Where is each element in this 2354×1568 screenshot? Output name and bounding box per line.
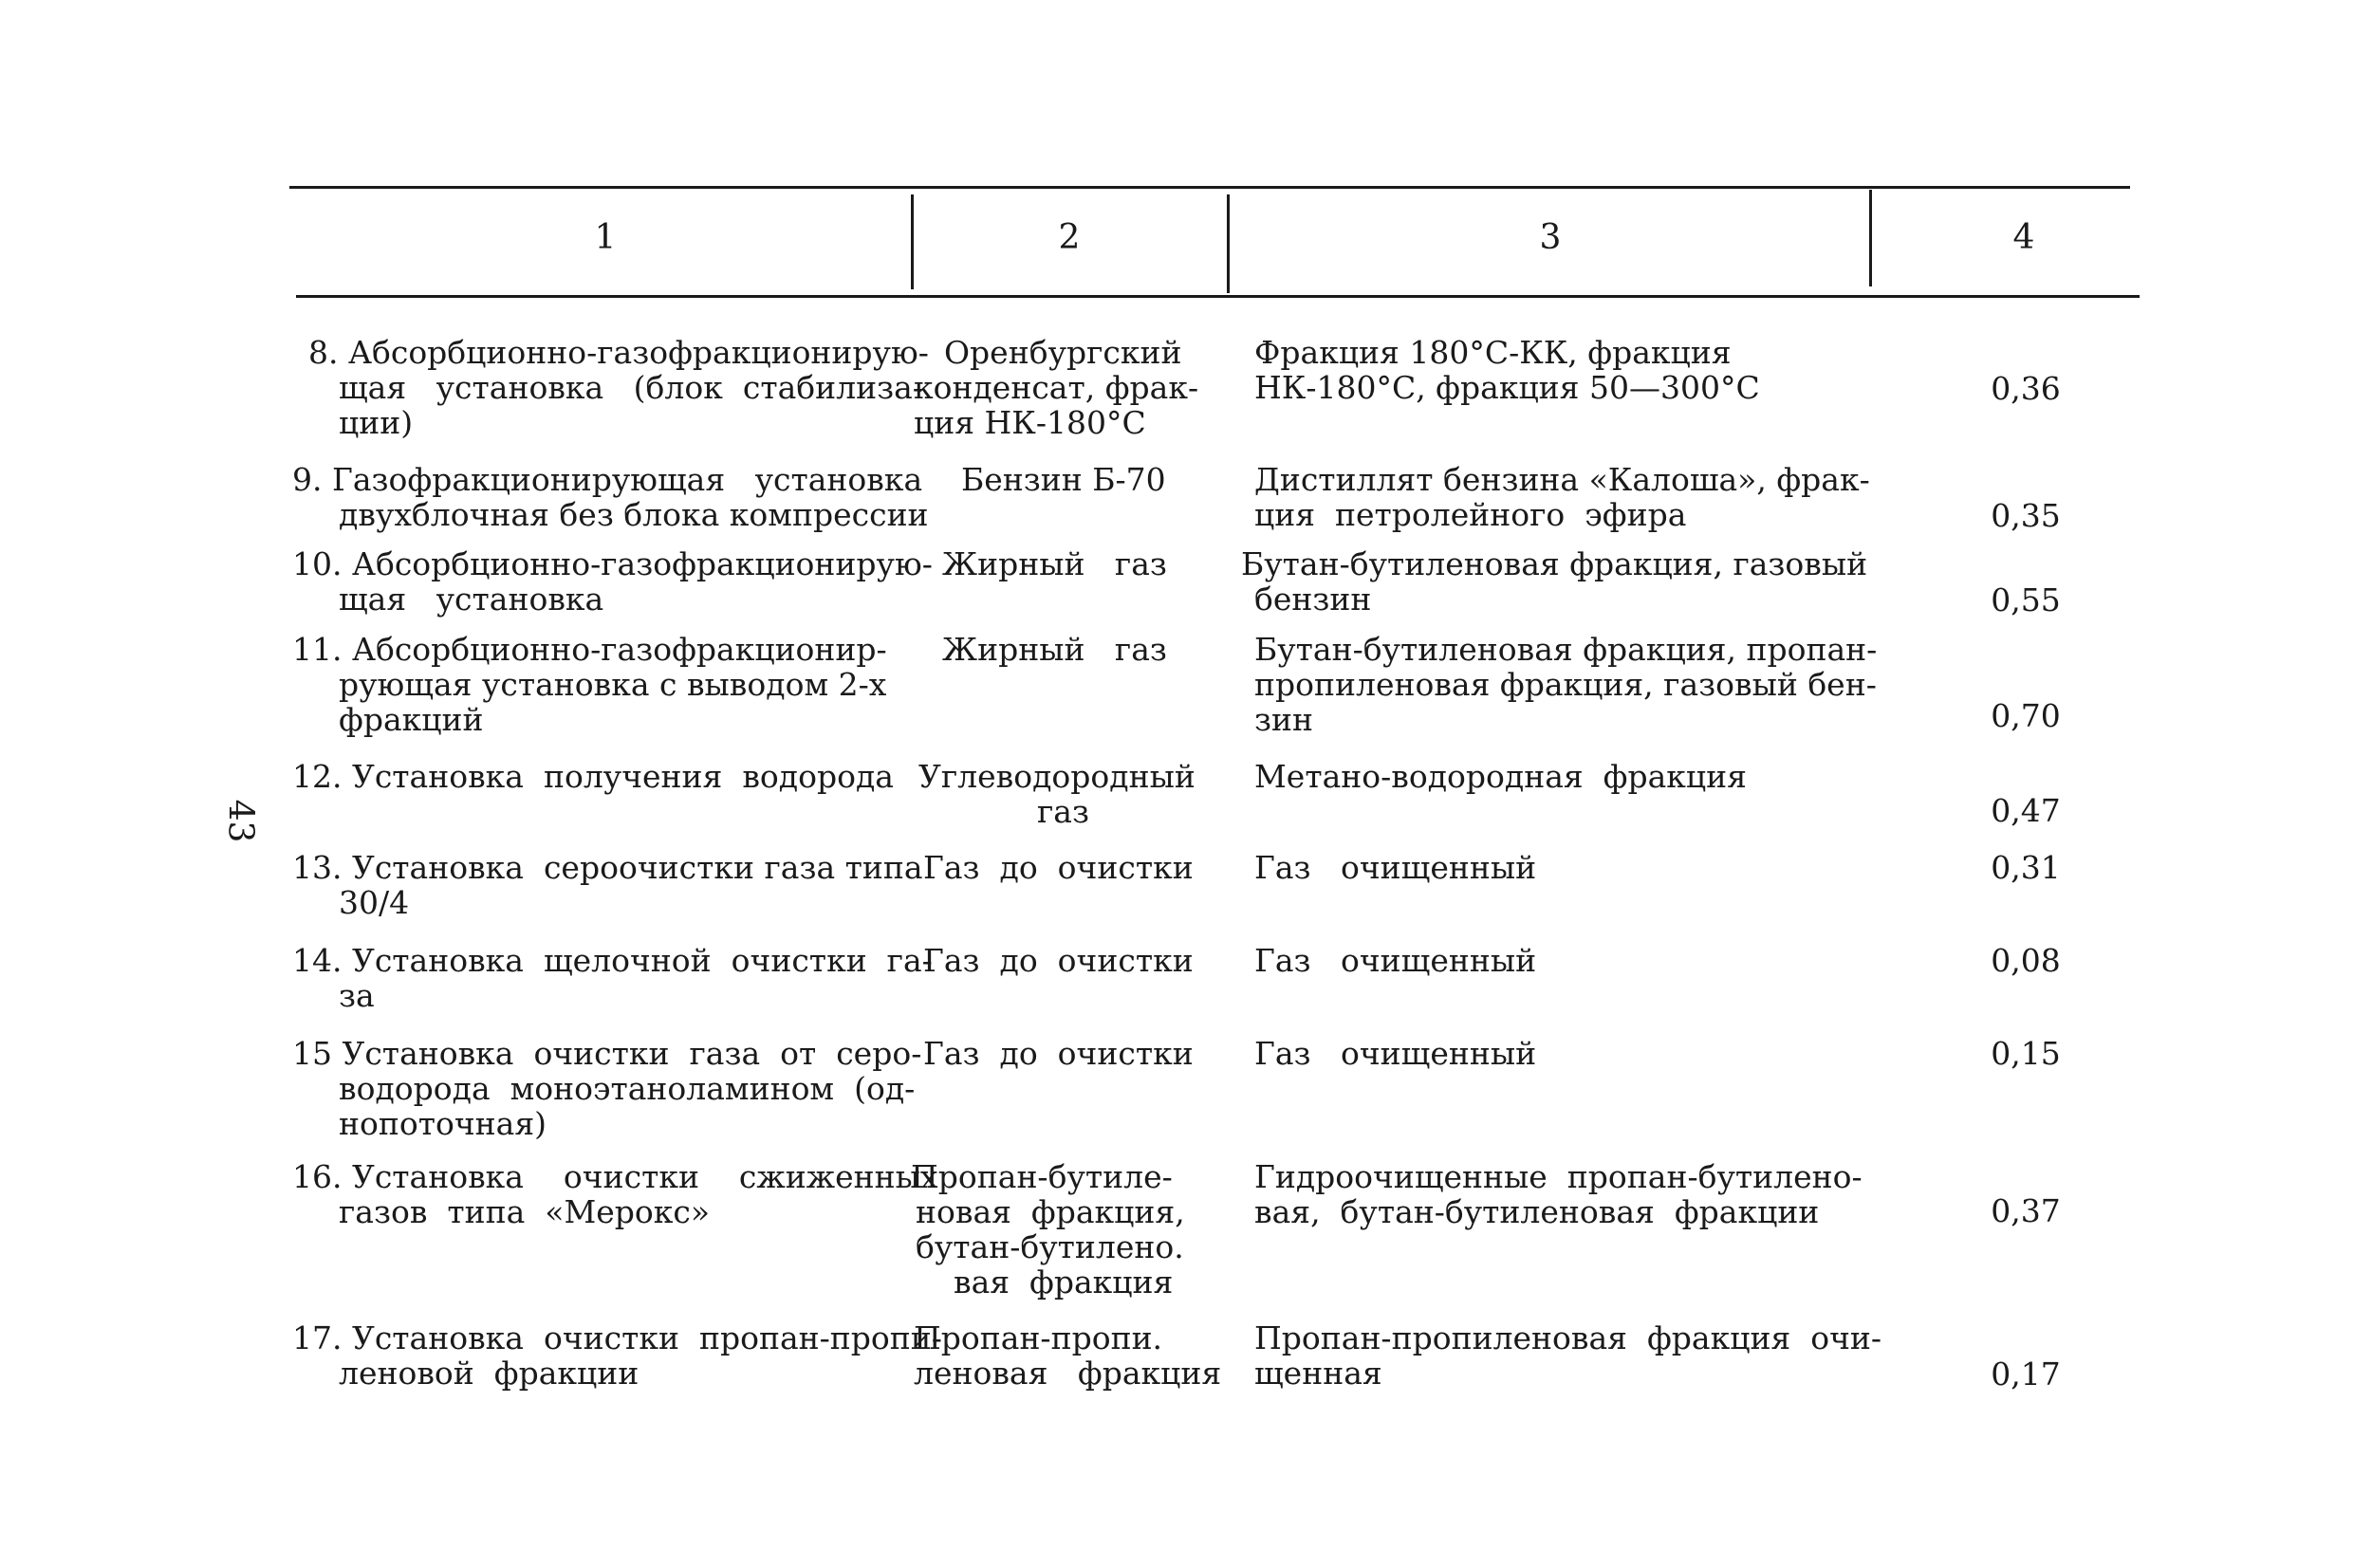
row-installation: 10. Абсорбционно-газофракционирую- щая установка [292,545,933,618]
row-value: 0,55 [1991,581,2061,618]
row-value: 0,36 [1991,370,2061,407]
row-feedstock: Газ до очистки [923,1035,1194,1072]
header-col-3: 3 [1539,218,1562,257]
row-value: 0,37 [1991,1192,2061,1229]
header-col-4: 4 [2012,218,2035,257]
row-installation: 12. Установка получения водорода [292,758,894,795]
row-installation: 8. Абсорбционно-газофракционирую- щая установка (блок стабилиза- ции) [308,334,929,441]
row-installation: 15 Установка очистки газа от серо- водорода моноэтаноламином (од- нопоточная) [292,1035,922,1142]
row-installation: 17. Установка очистки пропан-пропи- леновой фракции [292,1319,942,1392]
table-top-rule [289,186,2130,189]
row-feedstock: Бензин Б-70 [961,461,1166,498]
row-feedstock: Оренбургский конденсат, фрак- ция НК-180°С [914,334,1199,441]
row-feedstock: Пропан-бутиле- новая фракция, бутан-бутилено. вая фракция [911,1158,1185,1301]
row-value: 0,47 [1991,792,2061,829]
header-col-2: 2 [1058,218,1081,257]
row-product: Бутан-бутиленовая фракция, пропан- пропиленовая фракция, газовый бен- зин [1254,631,1878,738]
row-feedstock: Газ до очистки [923,849,1194,886]
row-product: Пропан-пропиленовая фракция очи- щенная [1254,1319,1882,1392]
row-product: Гидроочищенные пропан-бутилено- вая, бутан-бутиленовая фракции [1254,1158,1863,1230]
row-value: 0,08 [1991,942,2061,979]
header-divider-2 [1227,194,1230,293]
row-installation: 14. Установка щелочной очистки га- за [292,942,933,1014]
row-installation: 16. Установка очистки сжиженных газов типа «Мерокс» [292,1158,938,1230]
row-product: Дистиллят бензина «Калоша», фрак- ция петролейного эфира [1254,461,1870,533]
row-product: Фракция 180°С-КК, фракция НК-180°С, фракция 50—300°С [1254,334,1760,406]
header-divider-1 [911,194,914,289]
row-product: Метано-водородная фракция [1254,758,1747,795]
row-product: Газ очищенный [1254,942,1537,979]
row-installation: 11. Абсорбционно-газофракционир- рующая установка с выводом 2-х фракций [292,631,887,738]
row-value: 0,15 [1991,1035,2061,1072]
header-col-1: 1 [594,218,617,257]
row-value: 0,31 [1991,849,2061,886]
row-product: Газ очищенный [1254,1035,1537,1072]
table-header-bottom-rule [296,295,2140,298]
row-feedstock: Жирный газ [942,631,1167,668]
row-installation: 13. Установка сероочистки газа типа 30/4 [292,849,923,921]
row-feedstock: Жирный газ [942,545,1167,582]
row-feedstock: Углеводородный газ [918,758,1196,830]
row-product: Газ очищенный [1254,849,1537,886]
row-product: Бутан-бутиленовая фракция, газовый бензин [1241,545,1868,618]
row-value: 0,35 [1991,497,2061,534]
page-number: 43 [220,799,260,843]
row-feedstock: Пропан-пропи. леновая фракция [914,1319,1222,1392]
row-feedstock: Газ до очистки [923,942,1194,979]
row-installation: 9. Газофракционирующая установка двухблочная без блока компрессии [292,461,929,533]
row-value: 0,17 [1991,1356,2061,1393]
row-value: 0,70 [1991,697,2061,734]
header-divider-3 [1869,190,1872,286]
